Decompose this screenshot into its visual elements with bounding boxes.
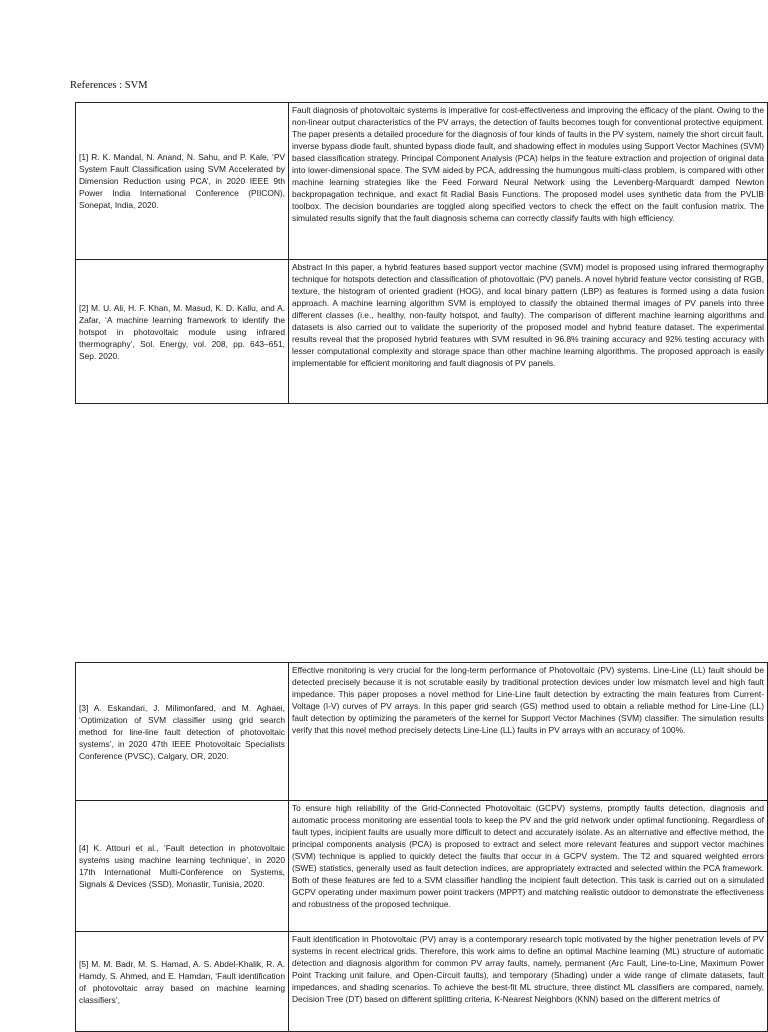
abstract-cell: To ensure high reliability of the Grid-Connected Photovoltaic (GCPV) systems, promptly faults detection, diagnosis and automatic process monitoring are essential tools to keep the PV and the grid network under optimal functioning. Regardless of fault types, incipient faults are usually more difficult to detect and accurately isolate. As an alternative and effective method, the principal components analysis (PCA) is proposed to extract and select more relevant features and support vector machines (SVM) technique is applied to quickly detect the faults that occur in a GCPV system. The T2 and squared weighted errors (SWE) statistics, generally used as fault detection indices, are appropriately extracted and selected within the PCA framework. Both of these features are fed to a SVM classifier handling the incipient fault detection. This task is carried out on a simulated GCPV operating under maximum power point trackers (MPPT) and matching realistic outdoor to demonstrate the effectiveness and robustness of the proposed technique. (289, 801, 768, 932)
abstract-cell: Fault diagnosis of photovoltaic systems is imperative for cost-effectiveness and improving the efficacy of the plant. Owing to the non-linear output characteristics of the PV arrays, the detection of faults becomes tough for conventional protective equipment. The paper presents a detailed procedure for the diagnosis of four kinds of faults in the PV system, namely the short circuit fault, inverse bypass diode fault, shunted bypass diode fault, and shadowing effect in modules using Support Vector Machines (SVM) based classification strategy. Principal Component Analysis (PCA) helps in the feature extraction and projection of original data into lower-dimensional space. The SVM aided by PCA, addressing the humungous multi-class problem, is compared with other machine learning strategies like the Feed Forward Neural Network using the Levenberg-Marquardt damped Newton backpropagation technique, and exact fit Radial Basis Functions. The proposed model uses synthetic data from the PVLIB toolbox. The decision boundaries are toggled along specified vectors to check the effect on the fault confusion matrix. The simulated results signify that the fault diagnosis schema can correctly classify faults with high efficiency. (289, 103, 768, 260)
references-table-1 (75, 102, 768, 404)
table-row (76, 260, 768, 404)
table-row (76, 103, 768, 260)
table-row (76, 663, 768, 801)
abstract-cell: Abstract In this paper, a hybrid features based support vector machine (SVM) model is proposed using infrared thermography technique for hotspots detection and classification of photovoltaic (PV) panels. A novel hybrid feature vector consisting of RGB, texture, the histogram of oriented gradient (HOG), and local binary pattern (LBP) as features is formed using a data fusion approach. A machine learning algorithm SVM is employed to classify the obtained thermal images of PV panels into three different classes (i.e., healthy, non-faulty hotspot, and faulty). The comparison of different machine learning algorithms and datasets is also carried out to validate the superiority of the proposed model and hybrid feature dataset. The experimental results reveal that the proposed hybrid features with SVM resulted in 96.8% training accuracy and 92% testing accuracy with lesser computational complexity and storage space than other machine learning algorithms. The proposed approach is easily implementable for efficient monitoring and fault diagnosis of PV panels. (289, 260, 768, 404)
citation-cell: [5] M. M. Badr, M. S. Hamad, A. S. Abdel-Khalik, R. A. Hamdy, S. Ahmed, and E. Hamdan, ‘Fault identification of photovoltaic array based on machine learning classifiers’, (76, 932, 289, 1032)
table-row (76, 801, 768, 932)
citation-cell: [1] R. K. Mandal, N. Anand, N. Sahu, and P. Kale, ‘PV System Fault Classification using SVM Accelerated by Dimension Reduction using PCA’, in 2020 IEEE 9th Power India International Conference (PIICON), Sonepat, India, 2020. (76, 103, 289, 260)
citation-cell: [2] M. U. Ali, H. F. Khan, M. Masud, K. D. Kallu, and A. Zafar, ‘A machine learning framework to identify the hotspot in photovoltaic module using infrared thermography’, Sol. Energy, vol. 208, pp. 643–651, Sep. 2020. (76, 260, 289, 404)
references-table-2 (75, 662, 768, 1032)
citation-cell: [3] A. Eskandari, J. Milimonfared, and M. Aghaei, ‘Optimization of SVM classifier using grid search method for line-line fault detection of photovoltaic systems’, in 2020 47th IEEE Photovoltaic Specialists Conference (PVSC), Calgary, OR, 2020. (76, 663, 289, 801)
abstract-cell: Fault identification in Photovoltaic (PV) array is a contemporary research topic motivated by the higher penetration levels of PV systems in recent electrical grids. Therefore, this work aims to define an optimal Machine learning (ML) structure of automatic detection and diagnosis algorithm for common PV array faults, namely, permanent (Arc Fault, Line-to-Line, Maximum Power Point Tracking unit failure, and Open-Circuit faults), and temporary (Shading) under a wide range of climate datasets, fault impedances, and shading scenarios. To achieve the best-fit ML structure, three distinct ML classifiers are compared, namely, Decision Tree (DT) based on different splitting criteria, K-Nearest Neighbors (KNN) based on the different metrics of (289, 932, 768, 1032)
citation-cell: [4] K. Attouri et al., ‘Fault detection in photovoltaic systems using machine learning technique’, in 2020 17th International Multi-Conference on Systems, Signals & Devices (SSD), Monastir, Tunisia, 2020. (76, 801, 289, 932)
page-heading: References : SVM (70, 80, 148, 91)
table-row (76, 932, 768, 1032)
abstract-cell: Effective monitoring is very crucial for the long-term performance of Photovoltaic (PV) systems. Line-Line (LL) fault should be detected precisely because it is not scrutable easily by traditional protection devices under low mismatch level and high fault impedance. This paper proposes a novel method for Line-Line fault detection by extracting the main features from Current-Voltage (I-V) curves of PV arrays. In this paper grid search (GS) method used to obtain a reliable method for Line-Line (LL) fault detection by optimizing the parameters of the kernel for Support Vector Machines (SVM) classifier. The simulation results verify that this novel method precisely detects Line-Line (LL) faults in PV arrays with an accuracy of 100%. (289, 663, 768, 801)
